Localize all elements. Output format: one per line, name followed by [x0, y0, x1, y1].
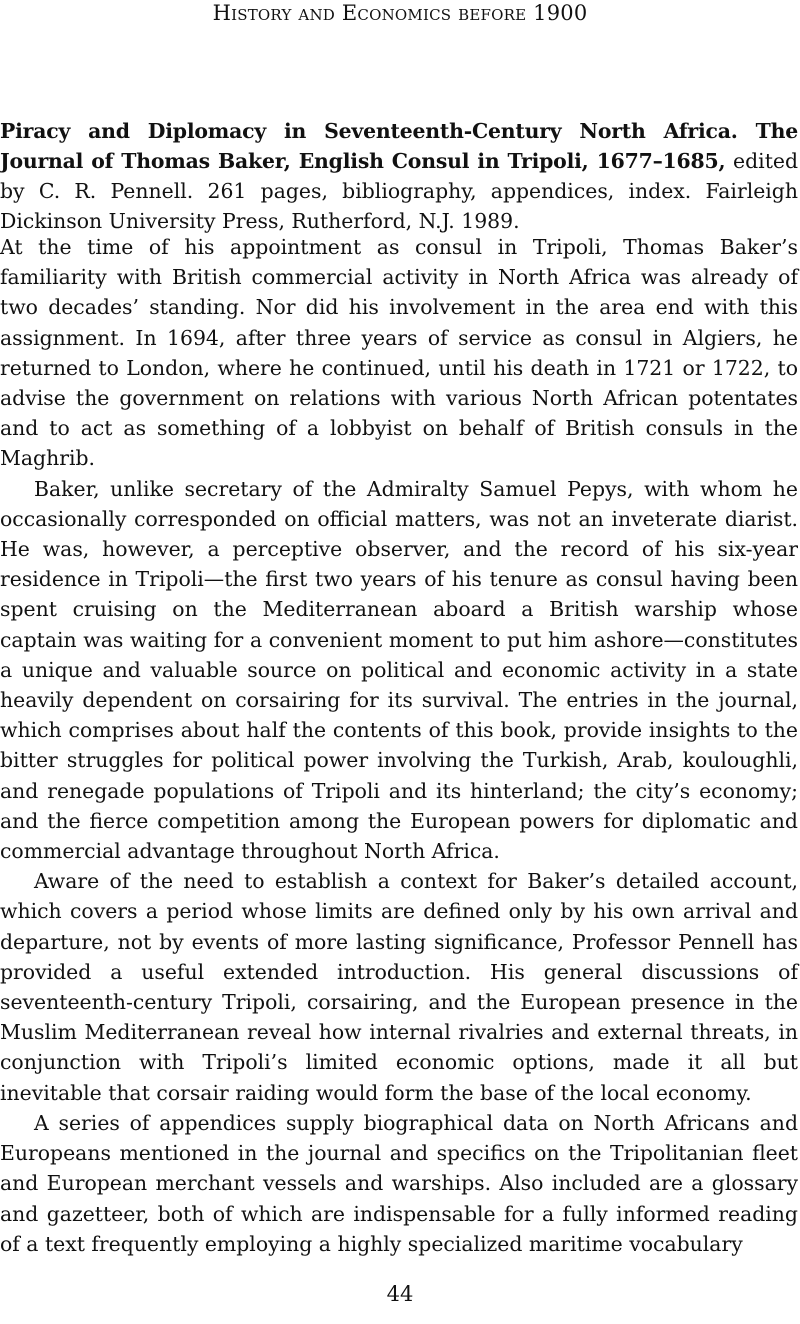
paragraph-2: Baker, unlike secretary of the Admiralty Samuel Pepys, with whom he occasionally corresponded on official matters, was not an inveterate diarist. He was, however, a perceptive observer, and the record of his six-year residence in Tripoli—the first two years of his tenure as consul having been spent cruising on the Mediterranean aboard a British warship whose captain was waiting for a convenient moment to put him ashore—constitutes a unique and valuable source on political and economic activity in a state heavily dependent on corsairing for its survival. The entries in the journal, which comprises about half the contents of this book, provide insights to the bitter struggles for political power involving the Turkish, Arab, kouloughli, and renegade populations of Tripoli and its hinterland; the city’s economy; and the fierce competition among the European powers for diplomatic and commercial advantage throughout North Africa.: [0, 476, 798, 864]
page-number: 44: [386, 1282, 414, 1306]
paragraph-4: A series of appendices supply biographical data on North Africans and Europeans mentioned in the journal and specifics on the Tripolitanian fleet and European merchant vessels and warships. Also included are a glossary and gazetteer, both of which are indispensable for a fully informed reading of a text frequently employing a highly specialized maritime vocabulary: [0, 1110, 798, 1256]
paragraph-3: Aware of the need to establish a context for Baker’s detailed account, which covers a period whose limits are defined only by his own arrival and departure, not by events of more lasting significance, Professor Pennell has provided a useful extended introduction. His general discussions of seventeenth-century Tripoli, corsairing, and the European presence in the Muslim Mediterranean reveal how internal rivalries and external threats, in conjunction with Tripoli’s limited economic options, made it all but inevitable that corsair raiding would form the base of the local economy.: [0, 869, 798, 1105]
running-head: History and Economics before 1900: [212, 1, 588, 25]
review-citation: [0, 116, 798, 236]
book-title: Piracy and Diplomacy in Seventeenth-Century North Africa. The Journal of Thomas Baker, English Consul in Tripoli, 1677–1685,: [0, 119, 798, 173]
paragraph-1: At the time of his appointment as consul in Tripoli, Thomas Baker’s familiarity with British commercial activity in North Africa was already of two decades’ standing. Nor did his involvement in the area end with this assignment. In 1694, after three years of service as consul in Algiers, he returned to London, where he continued, until his death in 1721 or 1722, to advise the government on relations with various North African potentates and to act as something of a lobbyist on behalf of British consuls in the Maghrib.: [0, 235, 798, 471]
book-details: edited by C. R. Pennell. 261 pages, bibliography, appendices, index. Fairleigh Dickinson University Press, Rutherford, N.J. 1989.: [0, 149, 799, 233]
review-body: [0, 232, 798, 1259]
